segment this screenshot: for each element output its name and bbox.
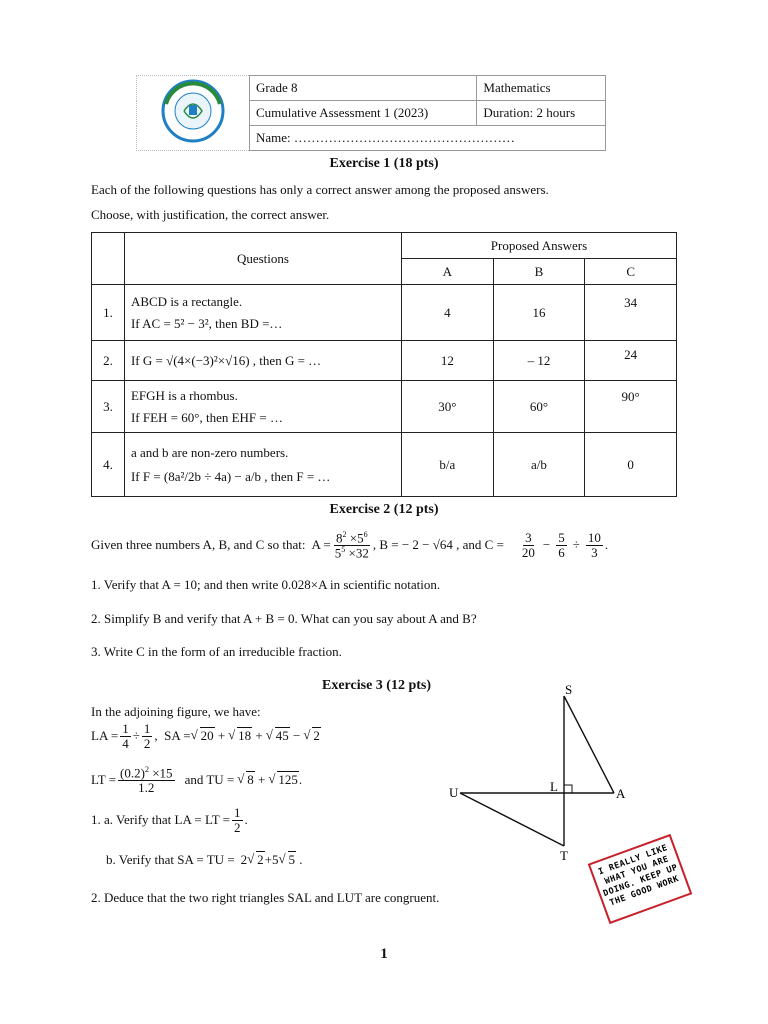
exercise1-table xyxy=(91,232,677,497)
answer-b: 60° xyxy=(493,381,585,433)
question-cell: If G = √(4×(−3)²×√16) , then G = … xyxy=(124,341,401,381)
answer-a: 12 xyxy=(402,341,494,381)
given-prefix: Given three numbers A, B, and C so that: xyxy=(91,537,306,553)
answer-c: 24 xyxy=(585,341,677,381)
col-a-header: A xyxy=(402,259,494,285)
question-cell xyxy=(124,381,401,433)
answer-a: 4 xyxy=(402,285,494,341)
questions-header: Questions xyxy=(124,233,401,285)
table-row xyxy=(92,433,677,497)
question-cell xyxy=(124,285,401,341)
table-row xyxy=(92,381,677,433)
la-sa-line: LA = $\frac{1}{4}$ ÷ $\frac{1}{2}$ , SA = √ 20 + √ 18 + √ 45 − √ 2 xyxy=(91,722,321,750)
row-number: 4. xyxy=(92,433,125,497)
point-t: T xyxy=(560,848,568,863)
question-line: If FEH = 60°, then EHF = … xyxy=(130,409,283,425)
page-number: 1 xyxy=(380,946,388,962)
question-line: a and b are non-zero numbers. xyxy=(130,444,289,460)
answer-c: 0 xyxy=(585,433,677,497)
answer-a: b/a xyxy=(402,433,494,497)
row-number: 2. xyxy=(92,341,125,381)
subject-cell: Mathematics xyxy=(477,76,606,101)
question-line: EFGH is a rhombus. xyxy=(130,387,238,403)
good-work-stamp: I REALLY LIKE WHAT YOU ARE DOING. KEEP UP THE GOOD WORK xyxy=(588,834,693,924)
exercise1-intro2: Choose, with justification, the correct answer. xyxy=(91,207,330,222)
name-field[interactable]: Name: …………………………………………… xyxy=(250,126,606,151)
table-row xyxy=(92,341,677,381)
table-row xyxy=(92,285,677,341)
question-line: If AC = 5² − 3², then BD =… xyxy=(130,315,283,331)
question-line: If F = (8a²/2b ÷ 4a) − a/b , then F = … xyxy=(130,468,331,484)
school-logo xyxy=(137,76,250,151)
exercise2-q3: 3. Write C in the form of an irreducible fraction. xyxy=(91,644,342,659)
answer-b: 16 xyxy=(493,285,585,341)
proposed-answers-header: Proposed Answers xyxy=(402,233,677,259)
grade-cell: Grade 8 xyxy=(250,76,477,101)
exercise1-title: Exercise 1 (18 pts) xyxy=(329,156,439,171)
exercise2-title: Exercise 2 (12 pts) xyxy=(329,502,439,517)
lt-tu-line: LT = $\frac{(0.2)^2 \times 15}{1.2}$ and TU = √ 8 + √ 125 . xyxy=(91,766,302,795)
exercise3-q1a: 1. a. Verify that LA = LT = $\frac{1}{2}$ . xyxy=(91,805,248,835)
point-s: S xyxy=(565,682,573,697)
header-table xyxy=(136,75,606,151)
answer-a: 30° xyxy=(402,381,494,433)
exercise2-given: Given three numbers A, B, and C so that: A = $\frac{8^2 \times 5^6}{5^5 \times 32}$ , B = − 2 − √64 , and C = $\frac{3}{20}$ − $\frac{5}{6}$ ÷ $\frac{10}{3}$ . xyxy=(91,530,609,561)
answer-b: a/b xyxy=(493,433,585,497)
q1b-text: b. Verify that SA = TU = xyxy=(106,852,235,867)
school-logo-icon xyxy=(158,76,228,146)
col-b-header: B xyxy=(493,259,585,285)
exercise3-q1b: b. Verify that SA = TU = 2 √ 2 +5 √ 5 . xyxy=(106,852,303,868)
col-c-header: C xyxy=(585,259,677,285)
point-l: L xyxy=(550,779,558,794)
exercise1-intro1: Each of the following questions has only a correct answer among the proposed answers. xyxy=(91,182,549,197)
question-line: ABCD is a rectangle. xyxy=(130,293,243,309)
answer-c: 90° xyxy=(585,381,677,433)
triangle-figure xyxy=(440,680,640,865)
question-cell xyxy=(124,433,401,497)
exercise2-q2: 2. Simplify B and verify that A + B = 0. What can you say about A and B? xyxy=(91,611,477,626)
answer-b: – 12 xyxy=(493,341,585,381)
table-corner xyxy=(92,233,125,285)
answer-c: 34 xyxy=(585,285,677,341)
q1a-text: 1. a. Verify that LA = LT = xyxy=(91,812,230,828)
row-number: 1. xyxy=(92,285,125,341)
duration-cell: Duration: 2 hours xyxy=(477,101,606,126)
point-a: A xyxy=(616,786,626,801)
fraction-a: $\frac{8^2 \times 5^6}{5^5 \times 32}$ xyxy=(334,530,369,561)
assessment-cell: Cumulative Assessment 1 (2023) xyxy=(250,101,477,126)
point-u: U xyxy=(449,785,459,800)
b-expression: , B = − 2 − √64 , and C = xyxy=(372,537,504,553)
exercise3-intro: In the adjoining figure, we have: xyxy=(91,704,261,719)
exercise3-q2: 2. Deduce that the two right triangles SAL and LUT are congruent. xyxy=(91,890,440,905)
row-number: 3. xyxy=(92,381,125,433)
exercise2-q1: 1. Verify that A = 10; and then write 0.028×A in scientific notation. xyxy=(91,577,441,592)
exercise3-title: Exercise 3 (12 pts) xyxy=(322,678,431,693)
